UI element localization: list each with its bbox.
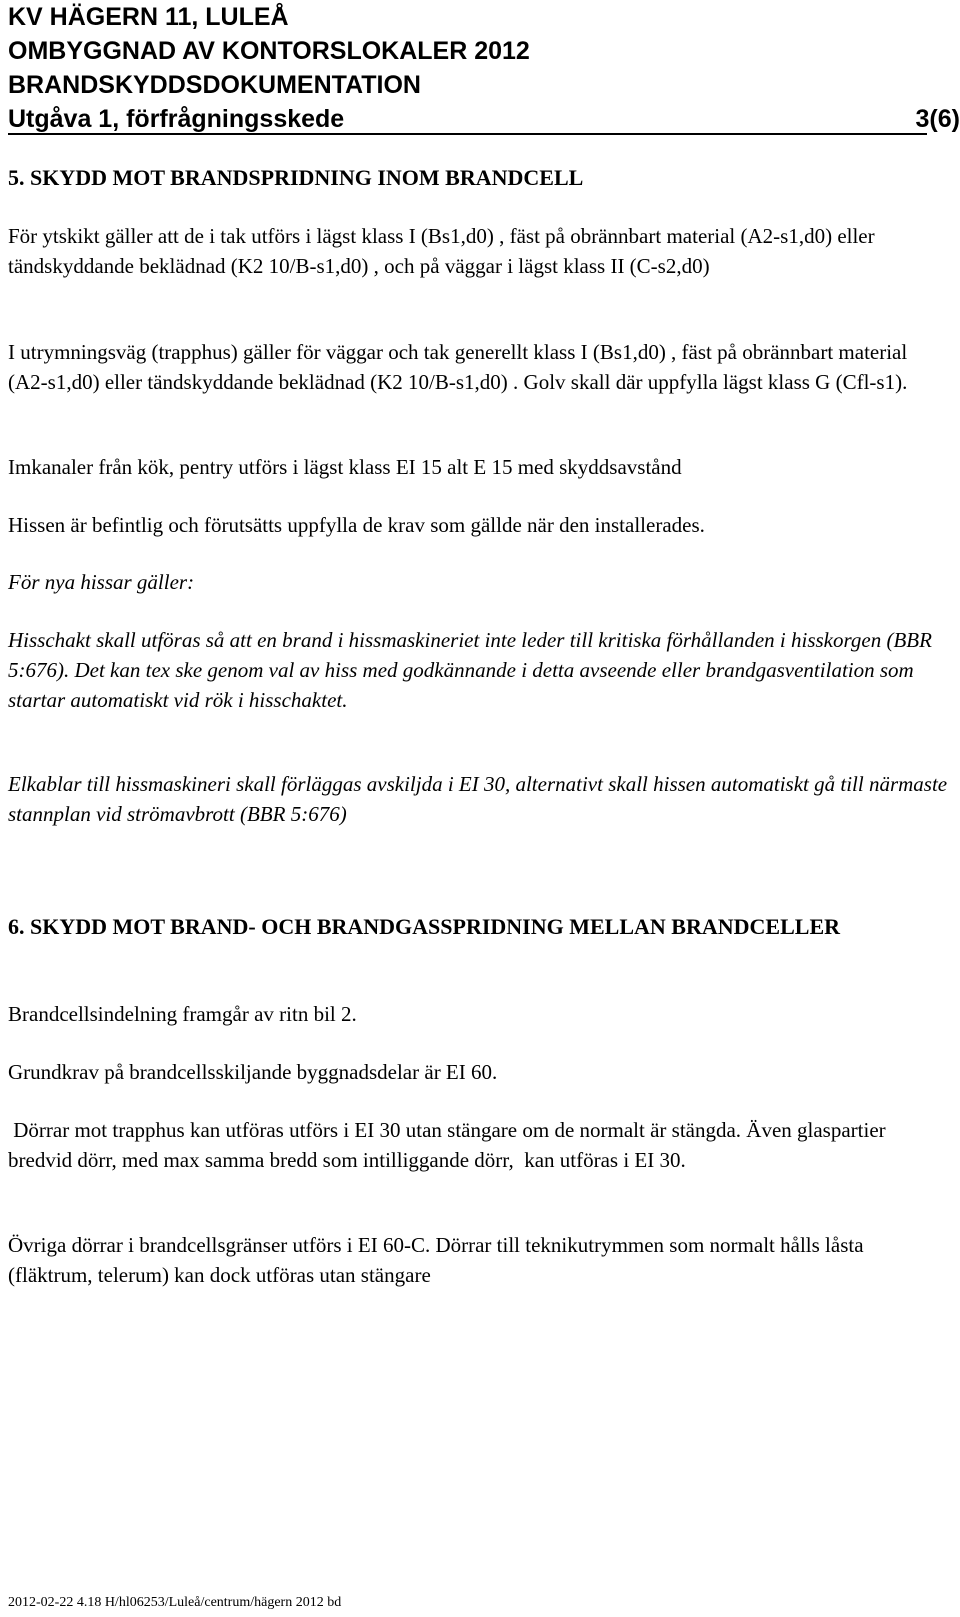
header-line-2: OMBYGGNAD AV KONTORSLOKALER 2012 <box>8 37 530 65</box>
section-5-paragraph-existing-elevator: Hissen är befintlig och förutsätts uppfylla de krav som gällde när den installerades. <box>8 513 705 537</box>
header-line-1: KV HÄGERN 11, LULEÅ <box>8 3 289 31</box>
section-5-paragraph-elevator-shaft: Hisschakt skall utföras så att en brand i hissmaskineriet inte leder till kritiska förhållanden i hisskorgen (BBR 5:676). Det kan tex ske genom val av hiss med godkännande i detta avseende eller brandgasventilation som startar automatiskt vid rök i hisschaktet. <box>8 628 932 712</box>
page-footer: 2012-02-22 4.18 H/hl06253/Luleå/centrum/hägern 2012 bd <box>8 1595 342 1610</box>
section-6-paragraph-other-doors: Övriga dörrar i brandcellsgränser utförs i EI 60-C. Dörrar till teknikutrymmen som normalt hålls låsta (fläktrum, telerum) kan dock utföras utan stängare <box>8 1233 864 1287</box>
section-5-paragraph-elevator-cables: Elkablar till hissmaskineri skall förläggas avskiljda i EI 30, alternativt skall hissen automatiskt gå till närmaste stannplan vid strömavbrott (BBR 5:676) <box>8 772 948 826</box>
section-5-paragraph-escape-route: I utrymningsväg (trapphus) gäller för väggar och tak generellt klass I (Bs1,d0) , fäst på obrännbart material (A2-s1,d0) eller tändskyddande beklädnad (K2 10/B-s1,d0) . Golv skall där uppfylla lägst klass G (Cfl-s1). <box>8 340 908 394</box>
header-underline <box>8 133 927 135</box>
page-header <box>8 0 960 136</box>
section-6-heading: 6. SKYDD MOT BRAND- OCH BRANDGASSPRIDNING MELLAN BRANDCELLER <box>8 914 841 939</box>
section-5-paragraph-kitchen-ducts: Imkanaler från kök, pentry utförs i lägst klass EI 15 alt E 15 med skyddsavstånd <box>8 455 682 479</box>
section-6-paragraph-basic-requirement: Grundkrav på brandcellsskiljande byggnadsdelar är EI 60. <box>8 1060 498 1084</box>
section-5-paragraph-surface-layers: För ytskikt gäller att de i tak utförs i lägst klass I (Bs1,d0) , fäst på obrännbart material (A2-s1,d0) eller tändskyddande beklädnad (K2 10/B-s1,d0) , och på väggar i lägst klass II (C-s2,d0) <box>8 224 875 278</box>
section-5-paragraph-new-elevators-intro: För nya hissar gäller: <box>8 570 195 594</box>
page-number: 3(6) <box>915 105 960 133</box>
section-5-heading: 5. SKYDD MOT BRANDSPRIDNING INOM BRANDCELL <box>8 165 584 190</box>
header-edition: Utgåva 1, förfrågningsskede <box>8 105 345 133</box>
header-line-4 <box>8 102 960 136</box>
section-6-paragraph-fire-cell-division: Brandcellsindelning framgår av ritn bil 2. <box>8 1002 357 1026</box>
header-line-3: BRANDSKYDDSDOKUMENTATION <box>8 71 421 99</box>
section-6-paragraph-stairwell-doors: Dörrar mot trapphus kan utföras utförs i EI 30 utan stängare om de normalt är stängda. Även glaspartier bredvid dörr, med max samma bredd som intilliggande dörr, kan utföras i EI 30. <box>8 1118 891 1172</box>
